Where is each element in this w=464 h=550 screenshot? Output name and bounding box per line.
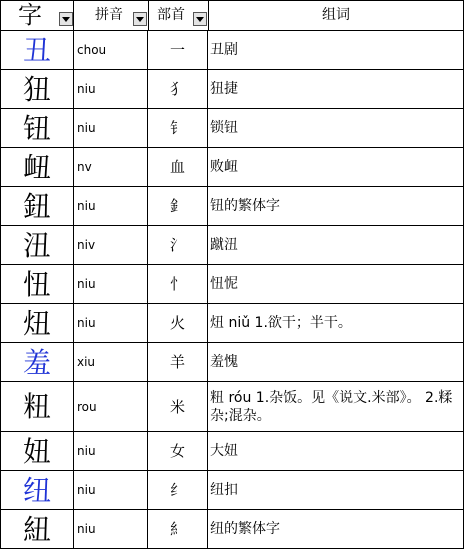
radical-cell: 氵 <box>148 226 208 265</box>
words-cell <box>208 148 464 187</box>
words-text: 蹴沑 <box>210 237 238 253</box>
words-cell <box>208 471 464 510</box>
radical-cell: 火 <box>148 304 208 343</box>
char-cell: 鈕 <box>0 187 74 226</box>
words-cell <box>208 226 464 265</box>
words-cell <box>208 265 464 304</box>
words-cell <box>208 70 464 109</box>
pinyin-cell: niu <box>74 109 148 148</box>
radical-cell: 女 <box>148 432 208 471</box>
words-cell <box>208 109 464 148</box>
words-text: 丑剧 <box>210 42 238 58</box>
table-row[interactable] <box>0 343 464 382</box>
char-cell: 粈 <box>0 382 74 432</box>
radical-cell: 糹 <box>148 510 208 549</box>
words-text: 锁钮 <box>210 120 238 136</box>
words-text: 忸怩 <box>210 276 238 292</box>
radical-cell: 忄 <box>148 265 208 304</box>
words-text: 粈 róu 1.杂饭。见《说文.米部》。 2.糅杂;混杂。 <box>210 389 453 424</box>
filter-dropdown-pinyin[interactable] <box>133 12 147 26</box>
char-cell: 羞 <box>0 343 74 382</box>
words-cell <box>208 510 464 549</box>
pinyin-cell: niu <box>74 432 148 471</box>
char-cell: 钮 <box>0 109 74 148</box>
header-words-label: 组词 <box>322 7 350 23</box>
char-cell: 沑 <box>0 226 74 265</box>
words-cell <box>208 343 464 382</box>
table-row[interactable] <box>0 471 464 510</box>
char-cell: 纽 <box>0 471 74 510</box>
radical-cell: 釒 <box>148 187 208 226</box>
header-pinyin-label: 拼音 <box>95 7 123 23</box>
table-row[interactable] <box>0 109 464 148</box>
table-row[interactable] <box>0 187 464 226</box>
char-cell: 衄 <box>0 148 74 187</box>
pinyin-cell: chou <box>74 31 148 70</box>
words-cell <box>208 382 464 432</box>
char-cell: 炄 <box>0 304 74 343</box>
char-cell: 狃 <box>0 70 74 109</box>
char-cell: 丑 <box>0 31 74 70</box>
pinyin-cell: niu <box>74 265 148 304</box>
char-cell: 忸 <box>0 265 74 304</box>
pinyin-cell: niv <box>74 226 148 265</box>
radical-cell: 纟 <box>148 471 208 510</box>
words-text: 炄 niǔ 1.欲干；半干。 <box>210 315 352 331</box>
pinyin-cell: xiu <box>74 343 148 382</box>
pinyin-cell: niu <box>74 304 148 343</box>
filter-dropdown-char[interactable] <box>59 12 73 26</box>
pinyin-cell: nv <box>74 148 148 187</box>
table-row[interactable] <box>0 70 464 109</box>
words-text: 钮的繁体字 <box>210 198 280 214</box>
filter-dropdown-radical[interactable] <box>193 12 207 26</box>
char-cell: 妞 <box>0 432 74 471</box>
words-cell <box>208 304 464 343</box>
pinyin-cell: niu <box>74 471 148 510</box>
radical-cell: 血 <box>148 148 208 187</box>
words-cell <box>208 31 464 70</box>
radical-cell: 羊 <box>148 343 208 382</box>
radical-cell: 钅 <box>148 109 208 148</box>
table-row[interactable] <box>0 510 464 549</box>
table-row[interactable] <box>0 226 464 265</box>
table-row[interactable] <box>0 432 464 471</box>
words-cell <box>208 432 464 471</box>
words-text: 败衄 <box>210 159 238 175</box>
table-row[interactable] <box>0 304 464 343</box>
words-text: 大妞 <box>210 443 238 459</box>
table-row[interactable] <box>0 265 464 304</box>
table-row[interactable] <box>0 148 464 187</box>
words-text: 羞愧 <box>210 354 238 370</box>
pinyin-cell: niu <box>74 510 148 549</box>
char-cell: 紐 <box>0 510 74 549</box>
pinyin-cell: niu <box>74 187 148 226</box>
header-char-label: 字 <box>18 1 42 29</box>
words-text: 纽扣 <box>210 482 238 498</box>
radical-cell: 一 <box>148 31 208 70</box>
pinyin-cell: niu <box>74 70 148 109</box>
radical-cell: 犭 <box>148 70 208 109</box>
words-cell <box>208 187 464 226</box>
table-row[interactable] <box>0 31 464 70</box>
header-radical-label: 部首 <box>157 7 185 23</box>
table-row[interactable] <box>0 382 464 432</box>
words-text: 纽的繁体字 <box>210 521 280 537</box>
pinyin-cell: rou <box>74 382 148 432</box>
words-text: 狃捷 <box>210 81 238 97</box>
radical-cell: 米 <box>148 382 208 432</box>
